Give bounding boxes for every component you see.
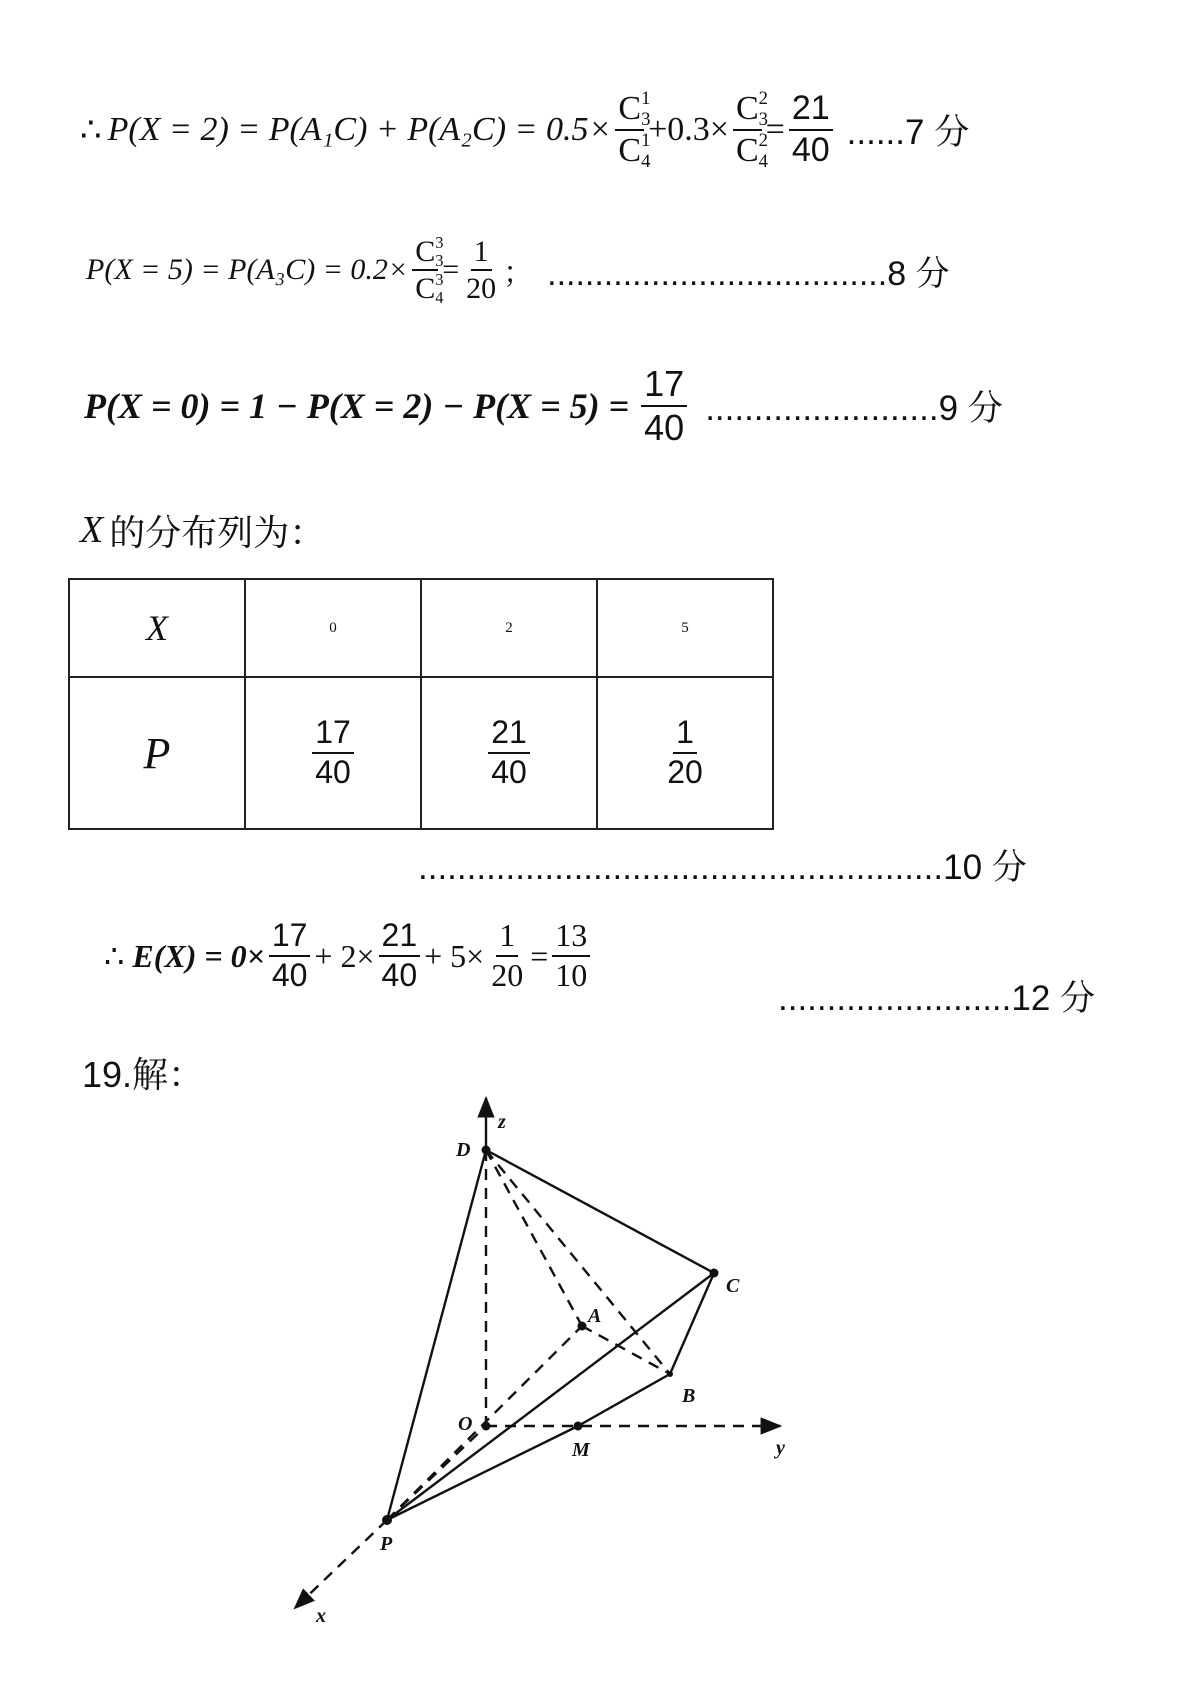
- table-prob-0: $\frac{17}{40}$: [245, 677, 421, 829]
- label-a: A: [588, 1305, 602, 1327]
- score-8: ....................................8 分: [547, 254, 950, 293]
- point-d: [482, 1146, 491, 1155]
- therefore-symbol-2: ∴: [104, 938, 125, 974]
- score-12: ........................12 分: [778, 979, 1096, 1018]
- line3-lhs: P(X = 0) = 1 − P(X = 2) − P(X = 5) =: [84, 386, 630, 426]
- score-10-line: [418, 840, 1027, 890]
- line-p-x-2: [80, 82, 969, 178]
- label-y: y: [776, 1437, 785, 1459]
- line2-lhs: P(X = 5) = P(A₃C) = 0.2×: [86, 253, 409, 286]
- label-m: M: [572, 1439, 590, 1461]
- line1-result: $\frac{21}{40}$: [789, 91, 833, 168]
- q19-label: 19.解：: [82, 1053, 205, 1095]
- x-axis: [295, 1520, 387, 1608]
- edge-a-b: [582, 1326, 670, 1374]
- score-10: ......................................................10 分: [418, 848, 1027, 887]
- edge-m-b: [578, 1374, 670, 1426]
- edge-d-p: [387, 1150, 486, 1520]
- line2-result: $\frac{1}{20}$: [466, 234, 497, 305]
- expect-t2: $\frac{21}{40}$: [379, 919, 421, 992]
- expect-result: $\frac{13}{10}$: [552, 919, 590, 992]
- line1-frac2: C 2 3 C 2 4: [733, 91, 762, 168]
- table-row: [69, 579, 773, 677]
- label-x: x: [316, 1605, 326, 1627]
- line2-sep: ；: [503, 257, 534, 290]
- table-header-label: X: [69, 579, 245, 677]
- edge-d-c: [486, 1150, 714, 1273]
- table-prob-2: $\frac{1}{20}$: [597, 677, 773, 829]
- edge-c-b: [670, 1273, 714, 1374]
- line-p-x-5: [86, 222, 950, 318]
- table-value-2: 5: [597, 579, 773, 677]
- line3-result: $\frac{17}{40}$: [641, 365, 687, 447]
- edge-p-c: [387, 1273, 714, 1520]
- expect-eq: =: [530, 937, 549, 974]
- point-a: [578, 1322, 587, 1331]
- edge-p-a: [387, 1326, 582, 1520]
- expect-lhs: E(X) = 0×: [132, 937, 265, 974]
- line1-eq: =: [765, 111, 785, 148]
- point-b: [667, 1371, 673, 1377]
- question-19-heading: [82, 1046, 204, 1098]
- line-p-x-0: [84, 358, 1003, 454]
- dist-var: X: [80, 509, 104, 551]
- point-m: [574, 1422, 583, 1431]
- expectation-line: [104, 908, 594, 1004]
- line1-lhs: P(X = 2) = P(A₁C) + P(A₂C) = 0.5×: [107, 111, 612, 148]
- distribution-heading: [80, 502, 325, 558]
- label-b: B: [682, 1385, 696, 1407]
- line2-frac: C 3 3 C 3 4: [412, 236, 438, 305]
- expect-p2: + 2×: [314, 937, 375, 974]
- expect-t1: $\frac{17}{40}$: [269, 919, 311, 992]
- edge-d-a: [486, 1150, 582, 1326]
- point-c: [710, 1269, 719, 1278]
- expect-t3: $\frac{1}{20}$: [491, 917, 524, 993]
- score-7: ......7 分: [846, 113, 970, 152]
- table-row-label: P: [69, 677, 245, 829]
- label-p: P: [380, 1533, 393, 1555]
- table-value-1: 2: [421, 579, 597, 677]
- table-value-0: 0: [245, 579, 421, 677]
- line2-eq: =: [442, 253, 460, 286]
- label-z: z: [498, 1111, 506, 1133]
- label-o: O: [458, 1413, 473, 1435]
- distribution-table: [68, 578, 774, 830]
- score-9: ........................9 分: [705, 389, 1003, 428]
- edge-p-m: [387, 1426, 578, 1520]
- label-d: D: [456, 1139, 471, 1161]
- table-row: [69, 677, 773, 829]
- point-o: [482, 1422, 491, 1431]
- line1-mid: +0.3×: [648, 111, 729, 148]
- score-12-line: [778, 970, 1095, 1022]
- dist-text: 的分布列为：: [109, 511, 326, 553]
- therefore-symbol: ∴: [80, 112, 102, 149]
- edge-d-b: [486, 1150, 670, 1374]
- label-c: C: [726, 1275, 740, 1297]
- line1-frac1: C 1 3 C 1 4: [615, 91, 644, 168]
- edge-p-o: [387, 1426, 486, 1520]
- expect-p3: + 5×: [424, 937, 485, 974]
- point-p: [382, 1515, 392, 1525]
- table-prob-1: $\frac{21}{40}$: [421, 677, 597, 829]
